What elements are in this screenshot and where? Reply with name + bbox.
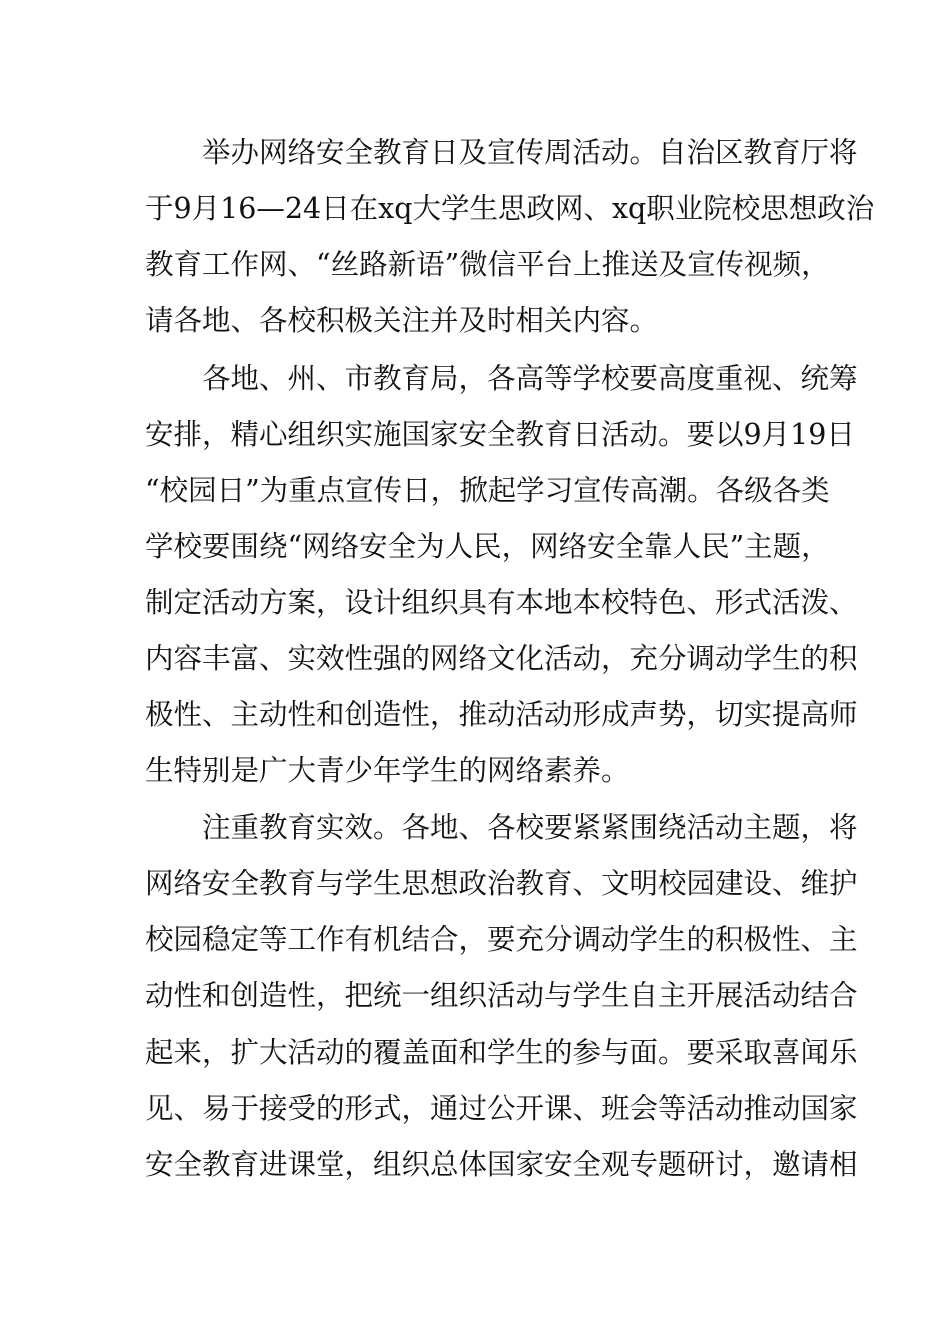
paragraph-2-line-3: “校园日”为重点宣传日，掀起学习宣传高潮。各级各类 xyxy=(145,474,830,507)
paragraph-1-line-2: 于9月16—24日在xq大学生思政网、xq职业院校思想政治 xyxy=(145,192,875,225)
paragraph-3-line-7: 安全教育进课堂，组织总体国家安全观专题研讨，邀请相 xyxy=(145,1148,858,1181)
paragraph-1-line-3: 教育工作网、“丝路新语”微信平台上推送及宣传视频， xyxy=(145,248,830,281)
paragraph-1-line-1: 举办网络安全教育日及宣传周活动。自治区教育厅将 xyxy=(202,136,858,169)
paragraph-2-line-5: 制定活动方案，设计组织具有本地本校特色、形式活泼、 xyxy=(145,586,858,619)
paragraph-3-line-4: 动性和创造性，把统一组织活动与学生自主开展活动结合 xyxy=(145,979,858,1012)
paragraph-2-line-7: 极性、主动性和创造性，推动活动形成声势，切实提高师 xyxy=(145,698,858,731)
paragraph-3-line-1: 注重教育实效。各地、各校要紧紧围绕活动主题，将 xyxy=(202,811,858,844)
paragraph-2-line-6: 内容丰富、实效性强的网络文化活动，充分调动学生的积 xyxy=(145,642,858,675)
paragraph-2-line-4: 学校要围绕“网络安全为人民，网络安全靠人民”主题， xyxy=(145,530,830,563)
paragraph-3-line-2: 网络安全教育与学生思想政治教育、文明校园建设、维护 xyxy=(145,867,858,900)
paragraph-3-line-5: 起来，扩大活动的覆盖面和学生的参与面。要采取喜闻乐 xyxy=(145,1036,858,1069)
paragraph-2-line-1: 各地、州、市教育局，各高等学校要高度重视、统筹 xyxy=(202,362,858,395)
paragraph-2-line-2: 安排，精心组织实施国家安全教育日活动。要以9月19日 xyxy=(145,418,855,451)
paragraph-1-line-4: 请各地、各校积极关注并及时相关内容。 xyxy=(145,304,659,337)
paragraph-3-line-3: 校园稳定等工作有机结合，要充分调动学生的积极性、主 xyxy=(145,923,858,956)
paragraph-3-line-6: 见、易于接受的形式，通过公开课、班会等活动推动国家 xyxy=(145,1092,858,1125)
paragraph-2-line-8: 生特别是广大青少年学生的网络素养。 xyxy=(145,754,630,787)
